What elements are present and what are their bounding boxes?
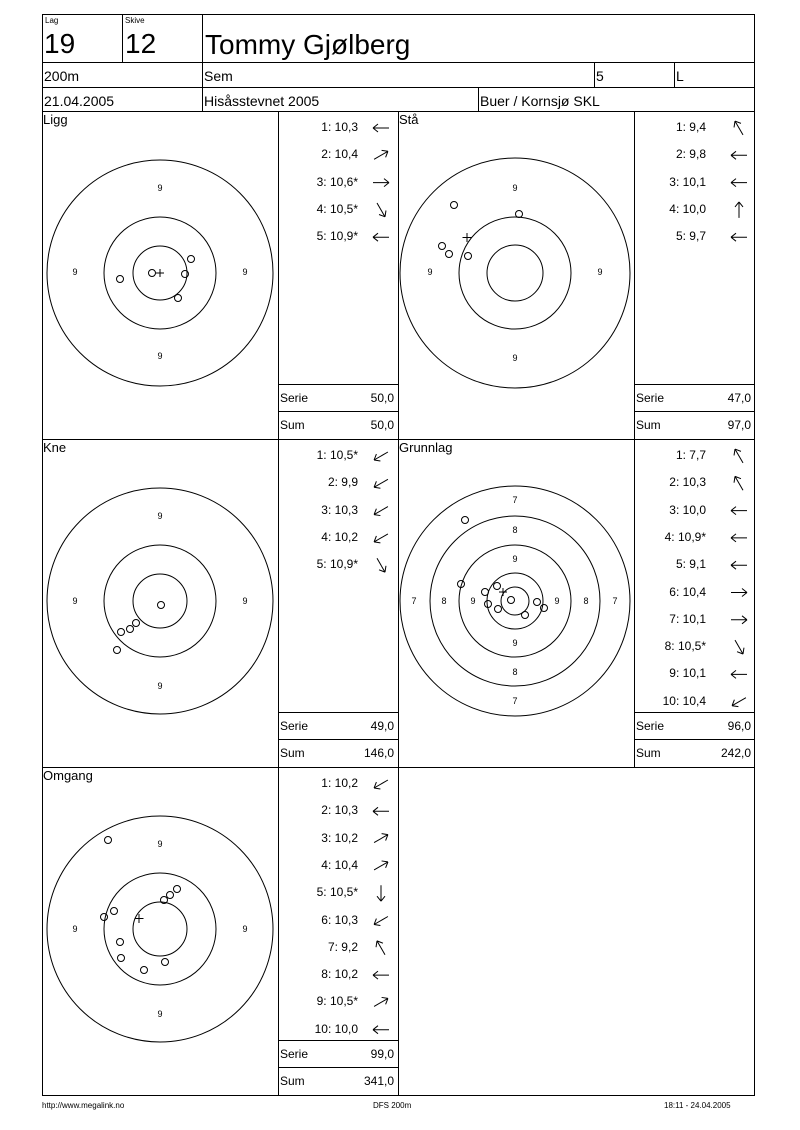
arrow-left-icon bbox=[731, 534, 747, 542]
ring-label: 9 bbox=[427, 267, 433, 277]
sum-value-sta: 97,0 bbox=[727, 418, 751, 432]
arrow-right-icon bbox=[731, 616, 747, 624]
ring-label: 8 bbox=[512, 667, 518, 677]
arrow-left-icon bbox=[731, 151, 747, 159]
shot-ligg-2: 2: 10,4 bbox=[321, 147, 358, 162]
shot-sta-5: 5: 9,7 bbox=[675, 229, 706, 244]
sum-label-kne: Sum bbox=[280, 746, 305, 760]
ring-label: 7 bbox=[411, 596, 417, 606]
ring-label: 9 bbox=[512, 638, 518, 648]
shot-omgang-10: 10: 10,0 bbox=[314, 1021, 358, 1036]
arrow-down-left-icon bbox=[730, 694, 748, 709]
shot-omgang-6: 6: 10,3 bbox=[321, 912, 358, 927]
arrow-down-right-icon bbox=[374, 556, 389, 574]
panel-title-grunnlag: Grunnlag bbox=[399, 440, 453, 455]
arrow-down-left-icon bbox=[372, 777, 390, 792]
ring-label: 9 bbox=[72, 596, 78, 606]
ring-label: 7 bbox=[512, 495, 518, 505]
sum-label-ligg: Sum bbox=[280, 418, 305, 432]
arrow-left-icon bbox=[731, 561, 747, 569]
arrow-up-left-icon bbox=[732, 119, 747, 137]
ring-label: 8 bbox=[512, 525, 518, 535]
distance: 200m bbox=[44, 68, 80, 84]
ring-label: 9 bbox=[157, 511, 163, 521]
location: Buer / Kornsjø SKL bbox=[480, 93, 600, 109]
shot-grunnlag-4: 4: 10,9* bbox=[664, 529, 706, 544]
arrow-left-icon bbox=[373, 1026, 389, 1034]
arrow-up-right-icon bbox=[372, 148, 390, 163]
shot-grunnlag-10: 10: 10,4 bbox=[662, 693, 706, 708]
ring-label: 9 bbox=[554, 596, 560, 606]
footer-url[interactable]: http://www.megalink.no bbox=[42, 1101, 125, 1110]
sum-label-grunnlag: Sum bbox=[636, 746, 661, 760]
shot-sta-3: 3: 10,1 bbox=[669, 174, 706, 189]
sum-value-kne: 146,0 bbox=[363, 746, 394, 760]
arrow-down-right-icon bbox=[374, 201, 389, 219]
footer-program: DFS 200m bbox=[373, 1101, 412, 1110]
shot-omgang-3: 3: 10,2 bbox=[321, 830, 358, 845]
shot-sta-4: 4: 10,0 bbox=[669, 201, 706, 216]
target-grunnlag bbox=[400, 486, 630, 716]
shot-kne-2: 2: 9,9 bbox=[327, 475, 358, 490]
shooter-name: Tommy Gjølberg bbox=[205, 29, 411, 60]
arrow-left-icon bbox=[373, 807, 389, 815]
ring-label: 9 bbox=[242, 924, 248, 934]
footer-timestamp: 18:11 - 24.04.2005 bbox=[664, 1101, 731, 1110]
arrow-up-right-icon bbox=[372, 995, 390, 1010]
ring-label: 8 bbox=[441, 596, 447, 606]
ring-label: 9 bbox=[512, 353, 518, 363]
club: Sem bbox=[204, 68, 233, 84]
ring-label: 9 bbox=[242, 267, 248, 277]
ring-label: 7 bbox=[512, 696, 518, 706]
sum-value-grunnlag: 242,0 bbox=[720, 746, 751, 760]
ring-label: 8 bbox=[583, 596, 589, 606]
lag-value: 19 bbox=[44, 28, 76, 59]
arrow-down-left-icon bbox=[372, 530, 390, 545]
class: 5 bbox=[596, 68, 604, 84]
arrow-left-icon bbox=[731, 670, 747, 678]
arrow-down-left-icon bbox=[372, 913, 390, 928]
shot-kne-5: 5: 10,9* bbox=[316, 557, 358, 572]
serie-label-kne: Serie bbox=[280, 719, 309, 733]
arrow-down-icon bbox=[377, 885, 385, 901]
panel-title-sta: Stå bbox=[399, 112, 419, 127]
serie-value-omgang: 99,0 bbox=[370, 1047, 394, 1061]
shot-sta-2: 2: 9,8 bbox=[675, 147, 706, 162]
arrow-left-icon bbox=[731, 233, 747, 241]
arrow-down-right-icon bbox=[732, 638, 747, 656]
ring-label: 9 bbox=[157, 183, 163, 193]
ring-label: 9 bbox=[157, 1009, 163, 1019]
ring-label: 9 bbox=[242, 596, 248, 606]
event: Hisåsstevnet 2005 bbox=[204, 93, 320, 109]
serie-label-grunnlag: Serie bbox=[636, 719, 665, 733]
ring-label: 9 bbox=[157, 681, 163, 691]
ring-label: 9 bbox=[470, 596, 476, 606]
shot-omgang-2: 2: 10,3 bbox=[321, 803, 358, 818]
skive-value: 12 bbox=[125, 28, 157, 59]
ring-label: 9 bbox=[597, 267, 603, 277]
shot-kne-1: 1: 10,5* bbox=[316, 448, 358, 462]
arrow-up-right-icon bbox=[372, 858, 390, 873]
shot-ligg-1: 1: 10,3 bbox=[321, 120, 358, 134]
shot-ligg-5: 5: 10,9* bbox=[316, 229, 358, 244]
shot-grunnlag-9: 9: 10,1 bbox=[669, 666, 706, 681]
shot-omgang-9: 9: 10,5* bbox=[316, 994, 358, 1009]
shot-grunnlag-5: 5: 9,1 bbox=[675, 557, 706, 572]
shot-omgang-4: 4: 10,4 bbox=[321, 857, 358, 872]
arrow-down-left-icon bbox=[372, 476, 390, 491]
ring-label: 9 bbox=[72, 924, 78, 934]
skive-label: Skive bbox=[125, 16, 145, 25]
arrow-left-icon bbox=[731, 179, 747, 187]
shot-omgang-1: 1: 10,2 bbox=[321, 776, 358, 790]
shot-grunnlag-3: 3: 10,0 bbox=[669, 502, 706, 517]
serie-value-sta: 47,0 bbox=[727, 391, 751, 405]
shot-kne-4: 4: 10,2 bbox=[321, 529, 358, 544]
arrow-up-icon bbox=[735, 202, 743, 218]
shot-ligg-3: 3: 10,6* bbox=[316, 174, 358, 189]
serie-label-sta: Serie bbox=[636, 391, 665, 405]
date: 21.04.2005 bbox=[44, 93, 115, 109]
shot-grunnlag-8: 8: 10,5* bbox=[664, 639, 706, 654]
shot-omgang-7: 7: 9,2 bbox=[327, 939, 358, 954]
arrow-left-icon bbox=[373, 124, 389, 132]
panel-title-kne: Kne bbox=[43, 440, 67, 455]
arrow-down-left-icon bbox=[372, 503, 390, 518]
ring-label: 7 bbox=[612, 596, 618, 606]
ring-label: 9 bbox=[157, 351, 163, 361]
arrow-left-icon bbox=[373, 233, 389, 241]
serie-label-omgang: Serie bbox=[280, 1047, 309, 1061]
arrow-up-left-icon bbox=[732, 474, 747, 492]
sum-label-omgang: Sum bbox=[280, 1074, 305, 1088]
shot-grunnlag-2: 2: 10,3 bbox=[669, 475, 706, 490]
sum-value-ligg: 50,0 bbox=[370, 418, 394, 432]
serie-label-ligg: Serie bbox=[280, 391, 309, 405]
ring-label: 9 bbox=[72, 267, 78, 277]
shot-grunnlag-7: 7: 10,1 bbox=[669, 611, 706, 626]
arrow-up-right-icon bbox=[372, 831, 390, 846]
sum-value-omgang: 341,0 bbox=[363, 1074, 394, 1088]
shot-omgang-5: 5: 10,5* bbox=[316, 885, 358, 900]
serie-value-grunnlag: 96,0 bbox=[727, 719, 751, 733]
shot-grunnlag-1: 1: 7,7 bbox=[675, 448, 706, 462]
panel-title-omgang: Omgang bbox=[43, 768, 93, 783]
ring-label: 9 bbox=[512, 183, 518, 193]
shot-omgang-8: 8: 10,2 bbox=[321, 967, 358, 982]
panel-title-ligg: Ligg bbox=[43, 112, 68, 127]
arrow-left-icon bbox=[373, 971, 389, 979]
sum-label-sta: Sum bbox=[636, 418, 661, 432]
arrow-right-icon bbox=[373, 179, 389, 187]
ring-label: 9 bbox=[512, 554, 518, 564]
arrow-up-left-icon bbox=[732, 447, 747, 465]
serie-value-ligg: 50,0 bbox=[370, 391, 394, 405]
arrow-left-icon bbox=[731, 507, 747, 515]
ring-label: 9 bbox=[157, 839, 163, 849]
shot-ligg-4: 4: 10,5* bbox=[316, 201, 358, 216]
shot-sta-1: 1: 9,4 bbox=[675, 120, 706, 134]
shot-grunnlag-6: 6: 10,4 bbox=[669, 584, 706, 599]
arrow-up-left-icon bbox=[374, 939, 389, 957]
serie-value-kne: 49,0 bbox=[370, 719, 394, 733]
arrow-down-left-icon bbox=[372, 449, 390, 464]
side: L bbox=[676, 68, 684, 84]
lag-label: Lag bbox=[45, 16, 59, 25]
arrow-right-icon bbox=[731, 589, 747, 597]
shot-kne-3: 3: 10,3 bbox=[321, 502, 358, 517]
